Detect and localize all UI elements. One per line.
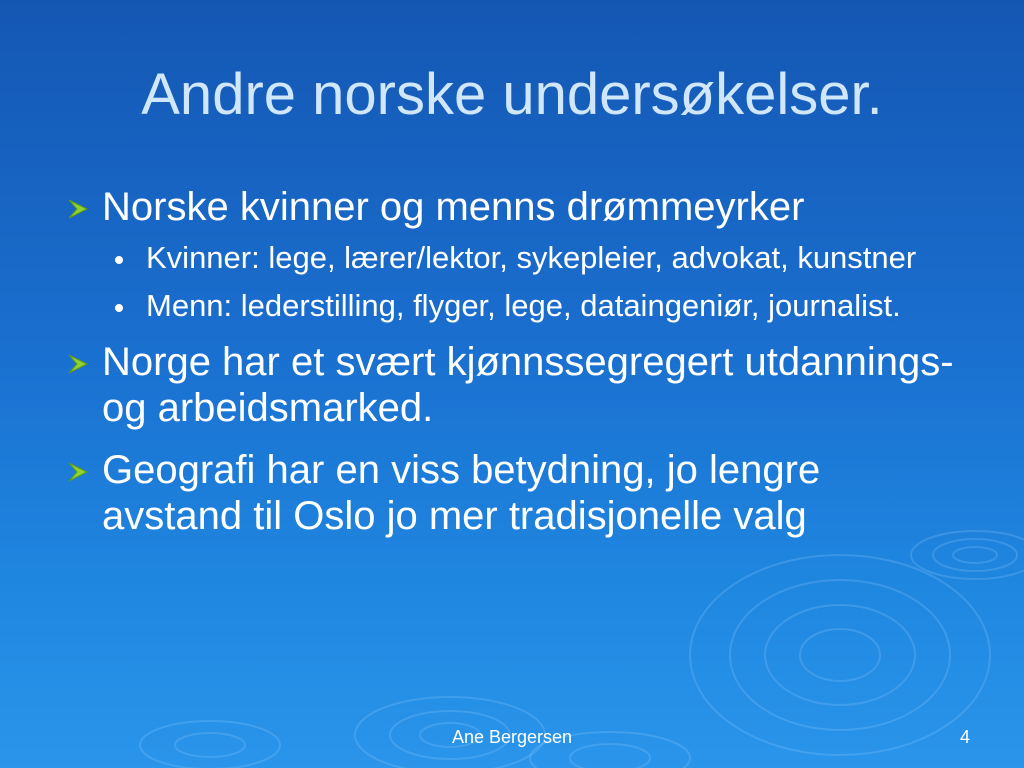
- slide-title: Andre norske undersøkelser.: [141, 62, 883, 127]
- sub-bullet-text: Kvinner: lege, lærer/lektor, sykepleier, advokat, kunstner: [146, 240, 917, 275]
- bullet-text: Norge har et svært kjønnssegregert utdannings- og arbeidsmarked.: [102, 340, 954, 430]
- bullet-text: Geografi har en viss betydning, jo lengre avstand til Oslo jo mer tradisjonelle valg: [102, 448, 821, 538]
- bullet-item: [60, 339, 960, 431]
- bullet-text: Norske kvinner og menns drømmeyrker: [102, 185, 805, 229]
- bullet-list: [60, 184, 960, 539]
- sub-bullet-text: Menn: lederstilling, flyger, lege, dataingeniør, journalist.: [146, 288, 901, 323]
- dot-bullet-icon: [115, 304, 123, 312]
- arrow-bullet-icon: [66, 198, 90, 220]
- bullet-item: [60, 447, 960, 539]
- bullet-item: [60, 184, 960, 230]
- dot-bullet-icon: [115, 256, 123, 264]
- footer-author: Ane Bergersen: [451, 727, 573, 747]
- arrow-bullet-icon: [66, 353, 90, 375]
- slide-number: 4: [959, 727, 970, 747]
- arrow-bullet-icon: [66, 461, 90, 483]
- sub-bullet-item: [105, 286, 960, 325]
- sub-bullet-item: [105, 238, 960, 277]
